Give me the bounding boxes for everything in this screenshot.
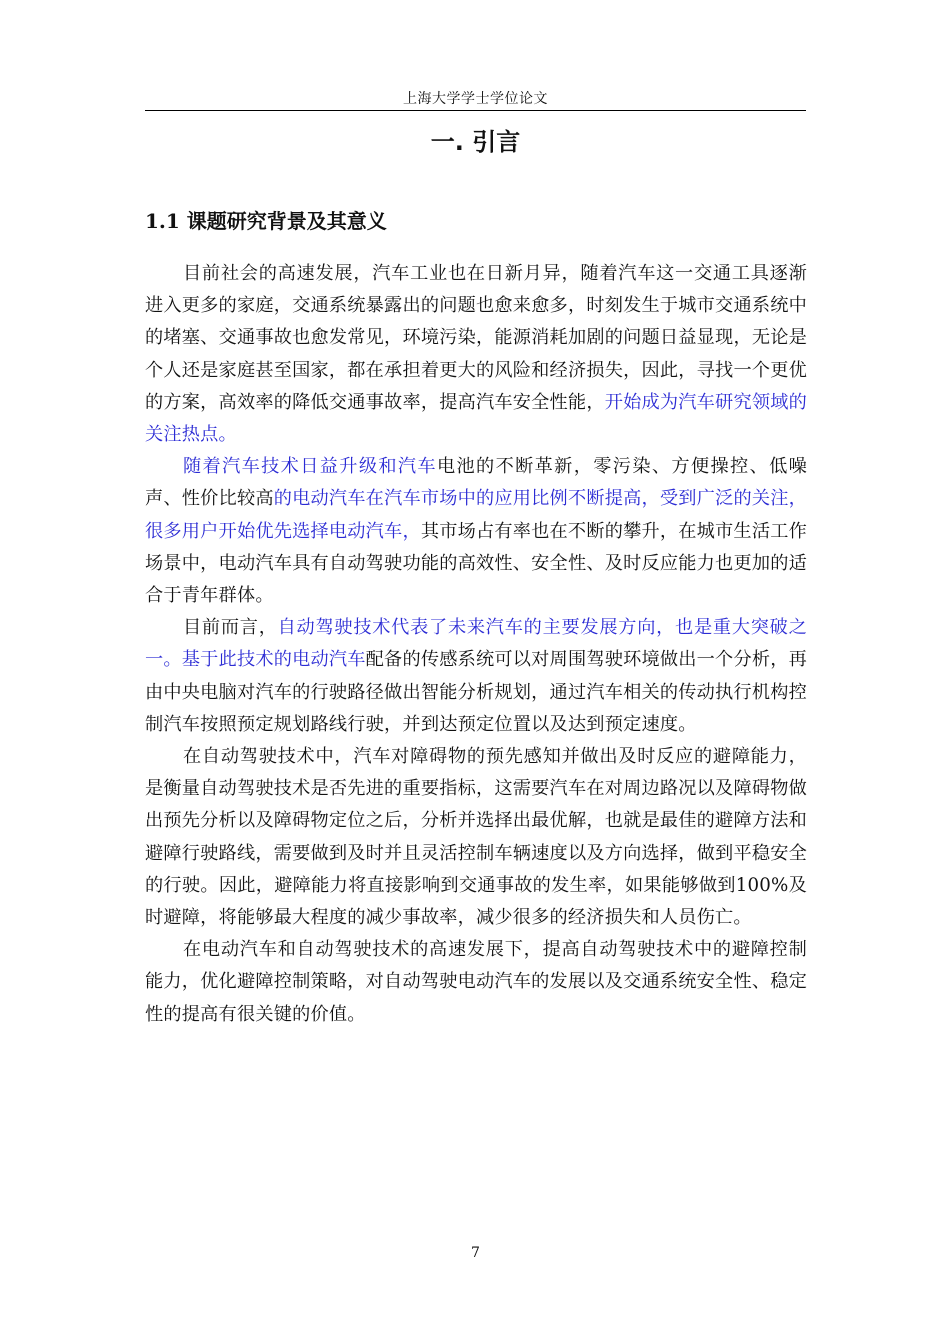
text-run: 电池的不断革新，零污染、方便操控、低噪声、性价比较高 — [145, 456, 807, 510]
text-run: 配备的传感系统可以对周围驾驶环境做出一个分析，再由中央电脑对汽车的行驶路径做出智能分析规划，通过汽车相关的传动执行机构控制汽车按照预定规划路线行驶，并到达预定位置以及达到预定速度。 — [145, 649, 807, 735]
paragraph-2 — [145, 451, 807, 612]
paragraph-4 — [145, 741, 807, 934]
running-header: 上海大学学士学位论文 — [403, 91, 548, 107]
text-run: 目前而言， — [183, 617, 278, 639]
body-text — [145, 258, 807, 1031]
section-heading — [145, 206, 387, 236]
text-run: 在电动汽车和自动驾驶技术的高速发展下，提高自动驾驶技术中的避障控制能力，优化避障控制策略，对自动驾驶电动汽车的发展以及交通系统安全性、稳定性的提高有很关键的价值。 — [145, 939, 807, 1025]
paragraph-3 — [145, 612, 807, 741]
section-title-text: 课题研究背景及其意义 — [186, 209, 387, 233]
highlighted-text-run: 随着汽车技术日益升级和汽车 — [183, 456, 437, 478]
highlighted-text-run: 的电动汽车在汽车市场中的应用比例不断提高，受到广泛的关注，很多用户开始优先选择电动汽车， — [145, 488, 807, 542]
text-run: 其市场占有率也在不断的攀升，在城市生活工作场景中，电动汽车具有自动驾驶功能的高效性、安全性、及时反应能力也更加的适合于青年群体。 — [145, 520, 807, 607]
highlighted-text-run: 开始成为汽车研究领域的关注热点。 — [145, 391, 807, 446]
text-run: 在自动驾驶技术中，汽车对障碍物的预先感知并做出及时反应的避障能力，是衡量自动驾驶技术是否先进的重要指标，这需要汽车在对周边路况以及障碍物做出预先分析以及障碍物定位之后，分析并选择出最优解，也就是最佳的避障方法和避障行驶路线，需要做到及时并且灵活控制车辆速度以及方向选择，做到平稳安全的行驶。因此，避障能力将直接影响到交通事故的发生率，如果能够做到100%及时避障，将能够最大程度的减少事故率，减少很多的经济损失和人员伤亡。 — [145, 746, 807, 929]
page-number: 7 — [471, 1245, 480, 1261]
highlighted-text-run: 自动驾驶技术代表了未来汽车的主要发展方向，也是重大突破之一。基于此技术的电动汽车 — [145, 617, 807, 671]
text-run: 目前社会的高速发展，汽车工业也在日新月异，随着汽车这一交通工具逐渐进入更多的家庭，交通系统暴露出的问题也愈来愈多，时刻发生于城市交通系统中的堵塞、交通事故也愈发常见，环境污染，能源消耗加剧的问题日益显现，无论是个人还是家庭甚至国家，都在承担着更大的风险和经济损失，因此，寻找一个更优的方案，高效率的降低交通事故率，提高汽车安全性能， — [145, 263, 807, 413]
chapter-title: 一. 引言 — [430, 128, 521, 156]
paragraph-5 — [145, 934, 807, 1031]
paragraph-1 — [145, 258, 807, 451]
section-number: 1.1 — [145, 209, 180, 233]
header-rule — [145, 110, 806, 111]
